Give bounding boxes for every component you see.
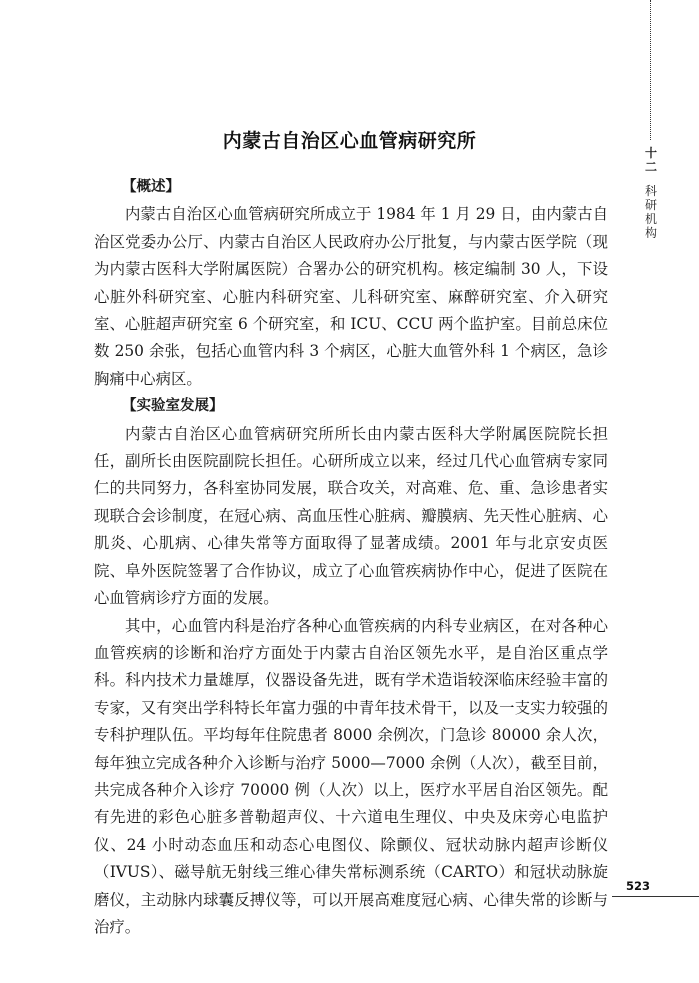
overview-heading: 【概述】 <box>122 179 180 195</box>
section-char-2: 研 <box>644 198 657 212</box>
chapter-side-label <box>642 146 660 240</box>
body-text <box>94 174 608 941</box>
page-number: 523 <box>626 879 651 893</box>
section-char-4: 构 <box>644 226 657 240</box>
margin-dotted-line <box>650 0 651 140</box>
chapter-number: 十二 <box>644 146 657 174</box>
lab-paragraph-1: 内蒙古自治区心血管病研究所所长由内蒙古医科大学附属医院院长担任，副所长由医院副院长担任。心研所成立以来，经过几代心血管病专家同仁的共同努力，各科室协同发展，联合攻关，对高难、危、重、急诊患者实现联合会诊制度，在冠心病、高血压性心脏病、瓣膜病、先天性心脏病、心肌炎、心肌病、心律失常等方面取得了显著成绩。2001 年与北京安贞医院、阜外医院签署了合作协议，成立了心血管疾病协作中心，促进了医院在心血管病诊疗方面的发展。 <box>94 424 608 608</box>
section-char-3: 机 <box>644 212 657 226</box>
section-char-1: 科 <box>644 184 657 198</box>
overview-paragraph: 内蒙古自治区心血管病研究所成立于 1984 年 1 月 29 日，由内蒙古自治区党委办公厅、内蒙古自治区人民政府办公厅批复，与内蒙古医学院（现为内蒙古医科大学附属医院）合署办公的研究机构。核定编制 30 人，下设心脏外科研究室、心脏内科研究室、儿科研究室、麻醉研究室、介入研究室、心脏超声研究室 6 个研究室，和 ICU、CCU 两个监护室。目前总床位数 250 余张，包括心血管内科 3 个病区，心脏大血管外科 1 个病区，急诊胸痛中心病区。 <box>94 205 608 388</box>
lab-heading: 【实验室发展】 <box>122 398 224 415</box>
lab-paragraph-2: 其中，心血管内科是治疗各种心血管疾病的内科专业病区，在对各种心血管疾病的诊断和治疗方面处于内蒙古自治区领先水平，是自治区重点学科。科内技术力量雄厚，仪器设备先进，既有学术造诣较深临床经验丰富的专家，又有突出学科特长年富力强的中青年技术骨干，以及一支实力较强的专科护理队伍。平均每年住院患者 8000 余例次，门急诊 80000 余人次，每年独立完成各种介入诊断与治疗 5000—7000 余例（人次），截至目前，共完成各种介入诊疗 70000 例（人次）以上，医疗水平居自治区领先。配有先进的彩色心脏多普勒超声仪、十六道电生理仪、中央及床旁心电监护仪、24 小时动态血压和动态心电图仪、除颤仪、冠状动脉内超声诊断仪（IVUS）、磁导航无射线三维心律失常标测系统（CARTO）和冠状动脉旋磨仪，主动脉内球囊反搏仪等，可以开展高难度冠心病、心律失常的诊断与治疗。 <box>94 616 608 936</box>
page-number-rule <box>612 896 699 897</box>
page-title: 内蒙古自治区心血管病研究所 <box>222 130 477 152</box>
